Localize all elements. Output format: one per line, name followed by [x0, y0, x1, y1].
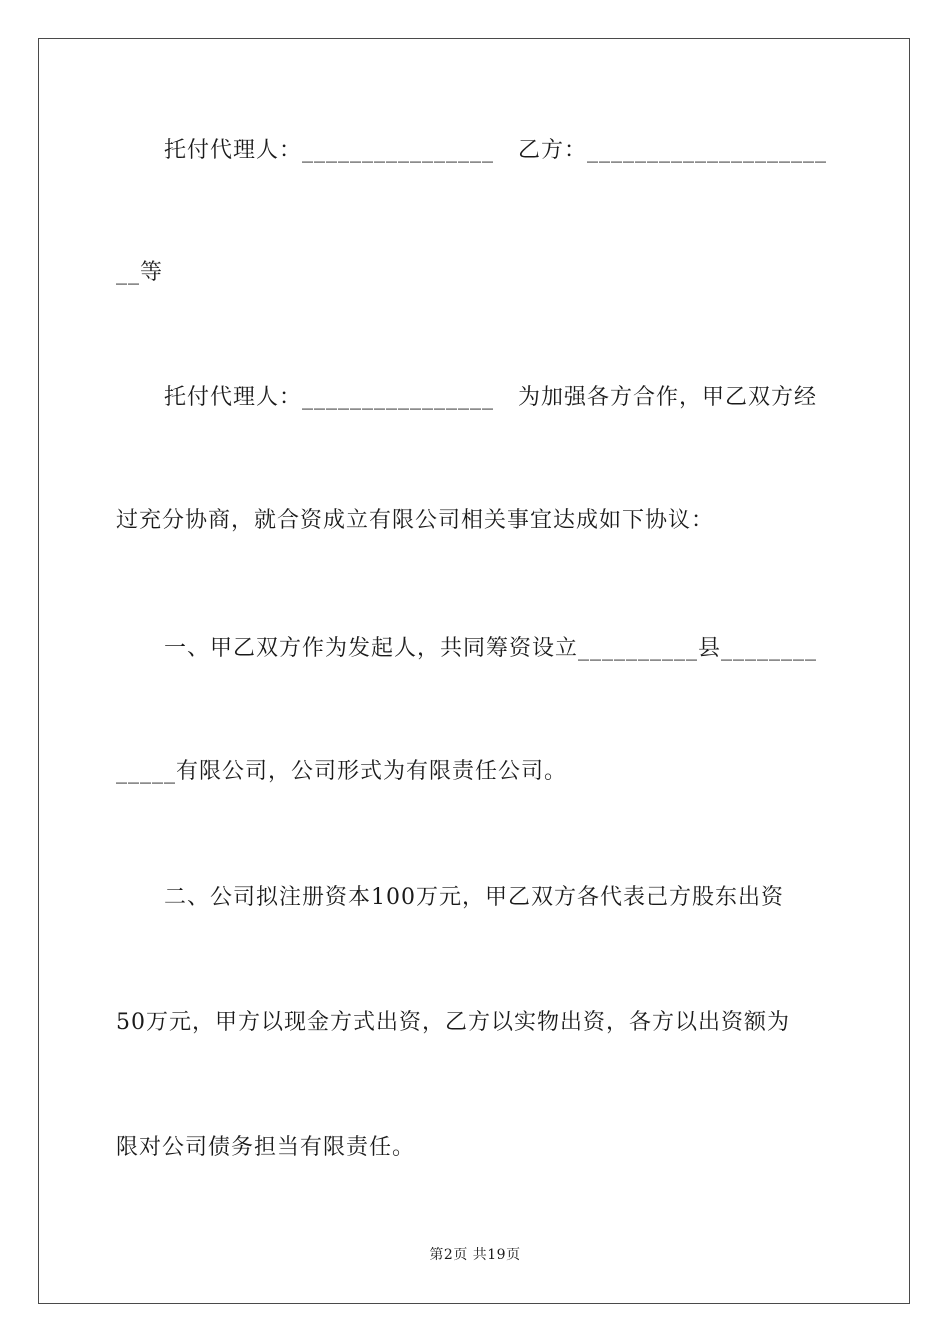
text-line-contribution: 50万元，甲方以现金方式出资，乙方以实物出资，各方以出资额为 — [116, 1010, 790, 1035]
text-line-negotiation: 过充分协商，就合资成立有限公司相关事宜达成如下协议： — [116, 508, 715, 533]
text-line-clause-one: 一、甲乙双方作为发起人，共同筹资设立__________县________ — [164, 636, 818, 661]
text-line-liability: 限对公司债务担当有限责任。 — [116, 1135, 416, 1160]
page-footer: 第2页 共19页 — [429, 1247, 521, 1263]
page-border — [38, 38, 910, 1304]
text-line-company-form: _____有限公司，公司形式为有限责任公司。 — [116, 759, 568, 784]
text-line-clause-two: 二、公司拟注册资本100万元，甲乙双方各代表己方股东出资 — [164, 885, 784, 910]
text-line-agent-party-b: 托付代理人：________________ 乙方：____________________ — [164, 138, 827, 163]
text-line-agent-cooperation: 托付代理人：________________ 为加强各方合作，甲乙双方经 — [164, 385, 817, 410]
text-line-etc: __等 — [116, 260, 164, 285]
